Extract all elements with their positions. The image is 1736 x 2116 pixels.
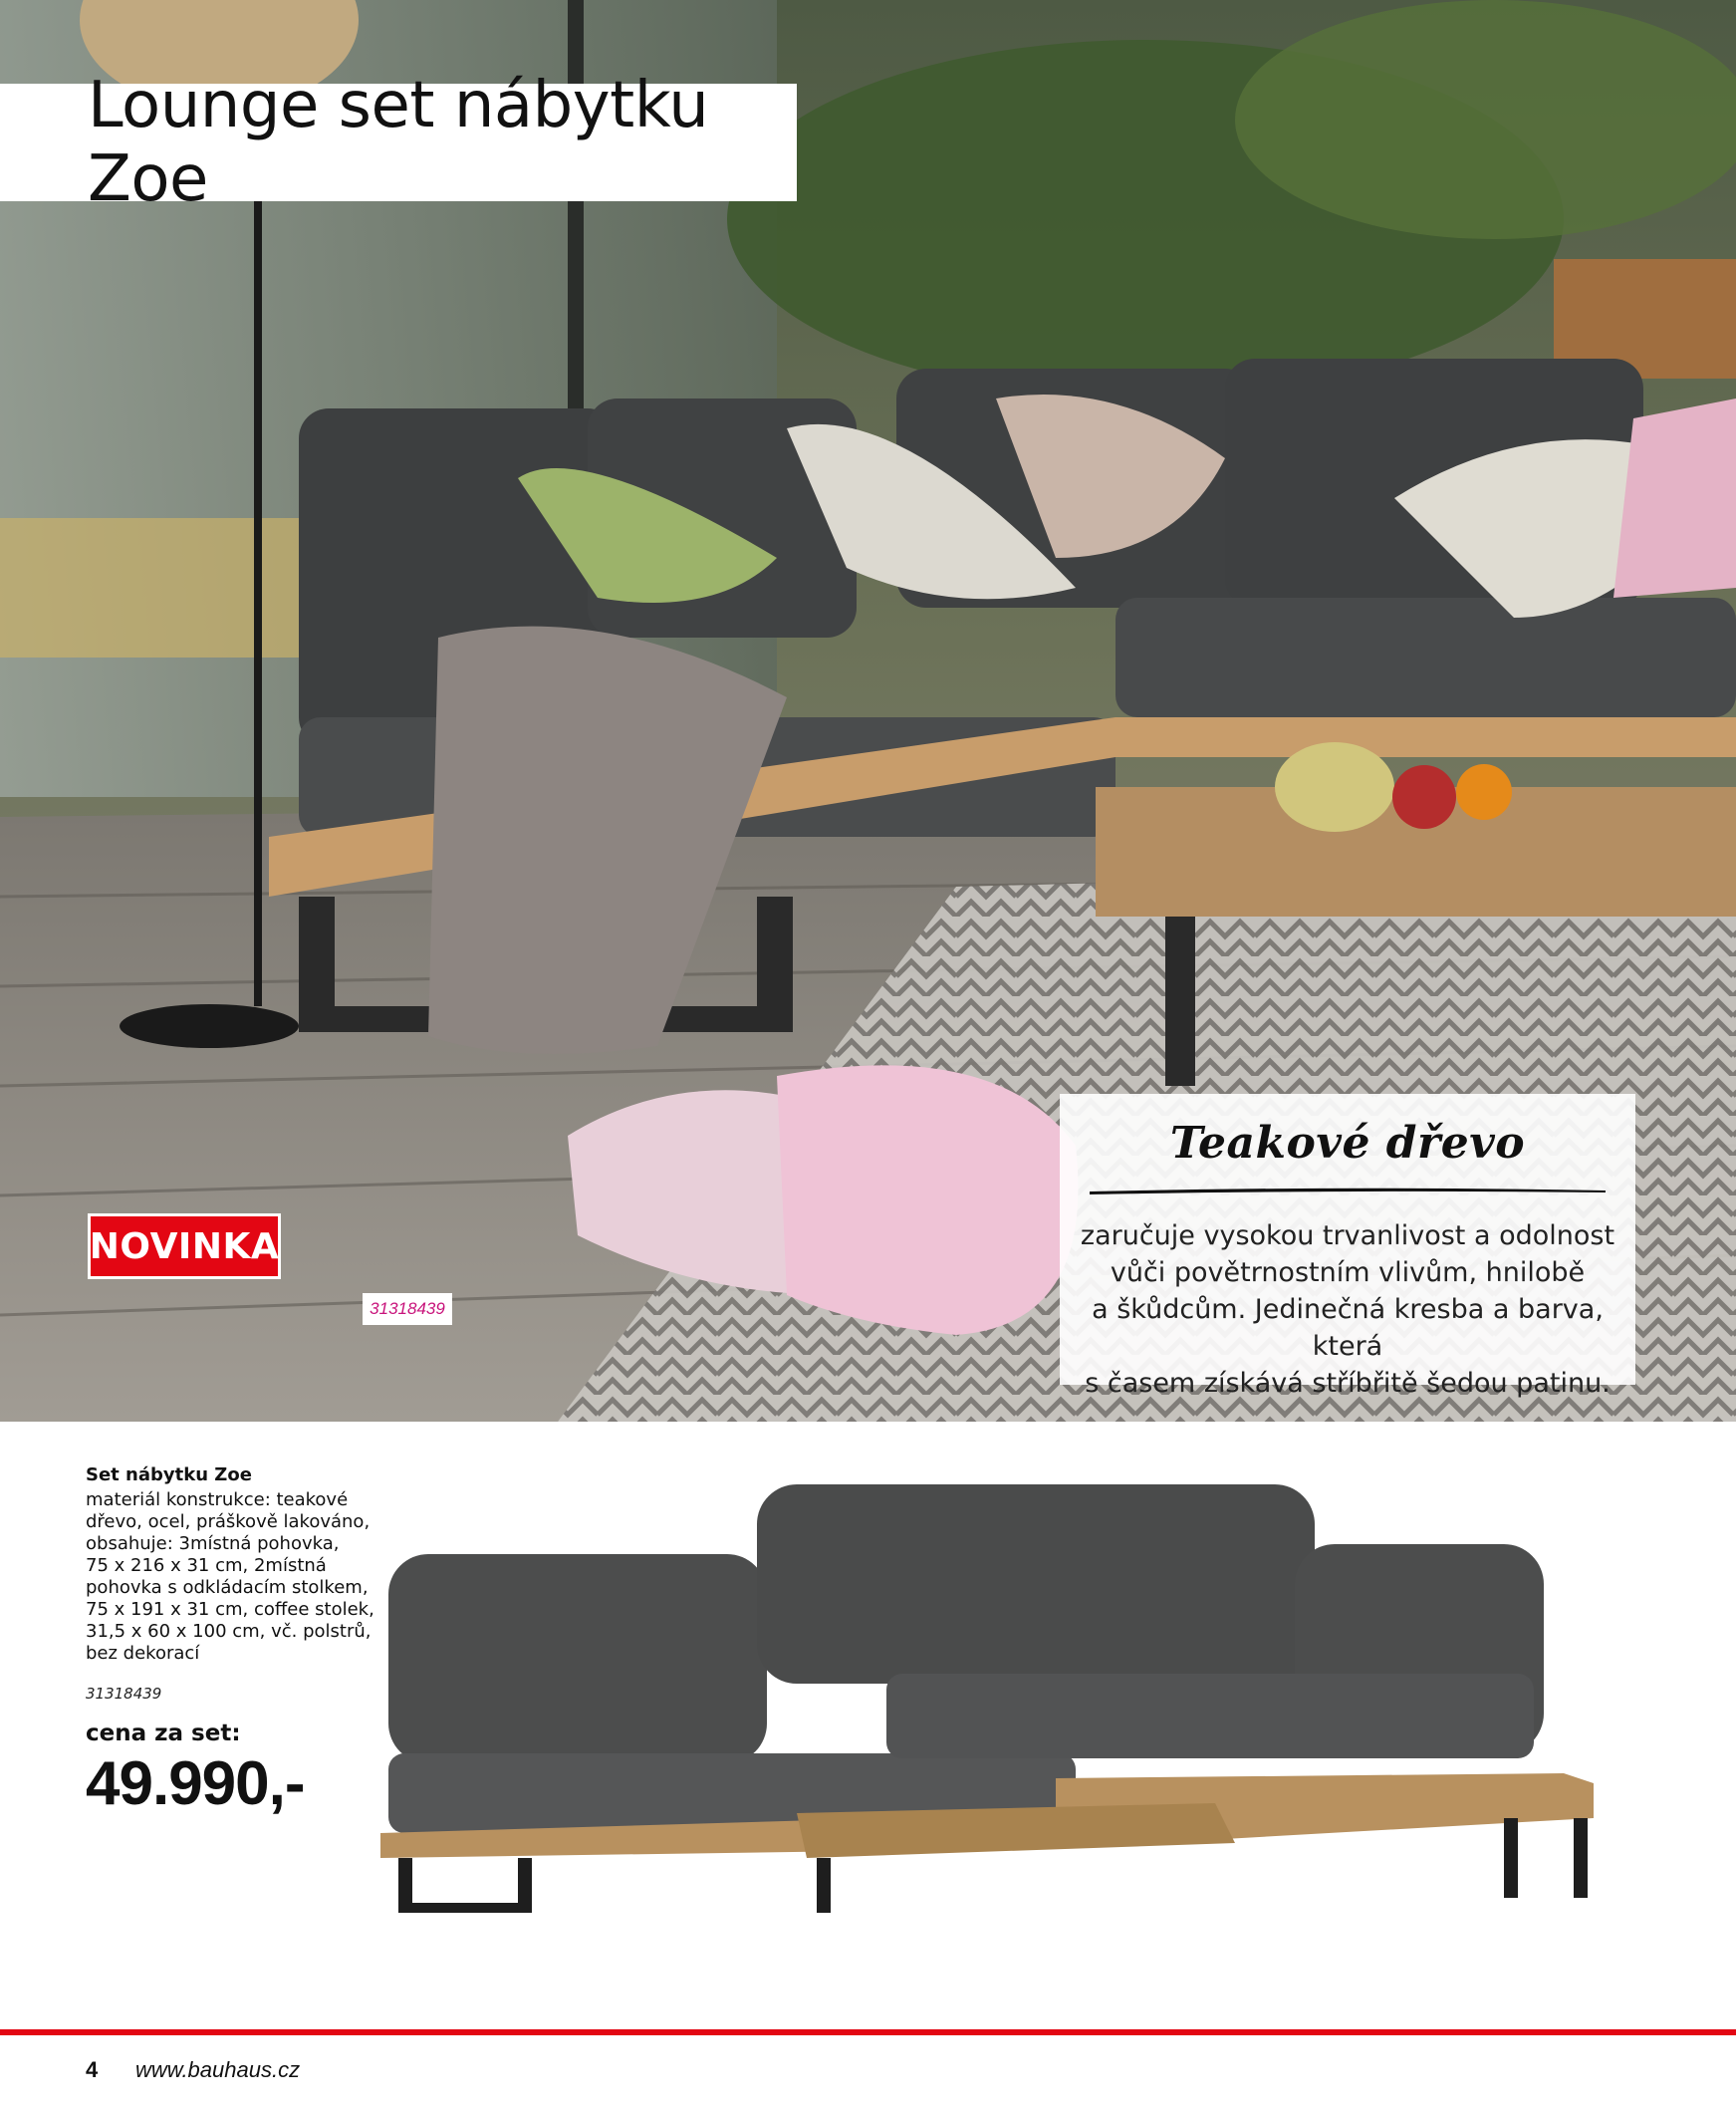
feature-heading: Teakové dřevo (1169, 1118, 1526, 1169)
price-label: cena za set: (86, 1720, 241, 1746)
feature-line: vůči povětrnostním vlivům, hnilobě (1110, 1257, 1586, 1288)
teak-wood-info-panel (1060, 1094, 1635, 1399)
product-details (86, 1464, 374, 1819)
new-badge: NOVINKA (88, 1213, 281, 1279)
footer-divider (0, 2029, 1736, 2035)
spec-line: obsahuje: 3místná pohovka, (86, 1533, 340, 1554)
website-link[interactable]: www.bauhaus.cz (135, 2057, 301, 2082)
feature-line: a škůdcům. Jedinečná kresba a barva, která (1092, 1294, 1604, 1362)
spec-line: materiál konstrukce: teakové (86, 1489, 349, 1510)
spec-line: 75 x 216 x 31 cm, 2místná (86, 1555, 327, 1576)
spec-line: 75 x 191 x 31 cm, coffee stolek, (86, 1599, 374, 1620)
brush-divider (1088, 1186, 1608, 1195)
product-specs (86, 1489, 374, 1665)
spec-line: dřevo, ocel, práškově lakováno, (86, 1511, 371, 1532)
hero-product-code: 31318439 (363, 1293, 452, 1325)
title-banner (0, 69, 797, 216)
price: 49.990,- (86, 1749, 305, 1818)
spec-line: bez dekorací (86, 1643, 200, 1664)
feature-description (1070, 1217, 1625, 1402)
spec-line: pohovka s odkládacím stolkem, (86, 1577, 369, 1598)
product-name: Set nábytku Zoe (86, 1464, 252, 1485)
sofa-set-product-image (369, 1474, 1663, 1913)
feature-line: s časem získává stříbřitě šedou patinu. (1085, 1368, 1611, 1399)
page-title: Lounge set nábytku Zoe (88, 69, 709, 216)
page-number: 4 (86, 2057, 99, 2082)
feature-line: zaručuje vysokou trvanlivost a odolnost (1080, 1220, 1615, 1251)
product-code: 31318439 (86, 1685, 162, 1703)
spec-line: 31,5 x 60 x 100 cm, vč. polstrů, (86, 1621, 372, 1642)
